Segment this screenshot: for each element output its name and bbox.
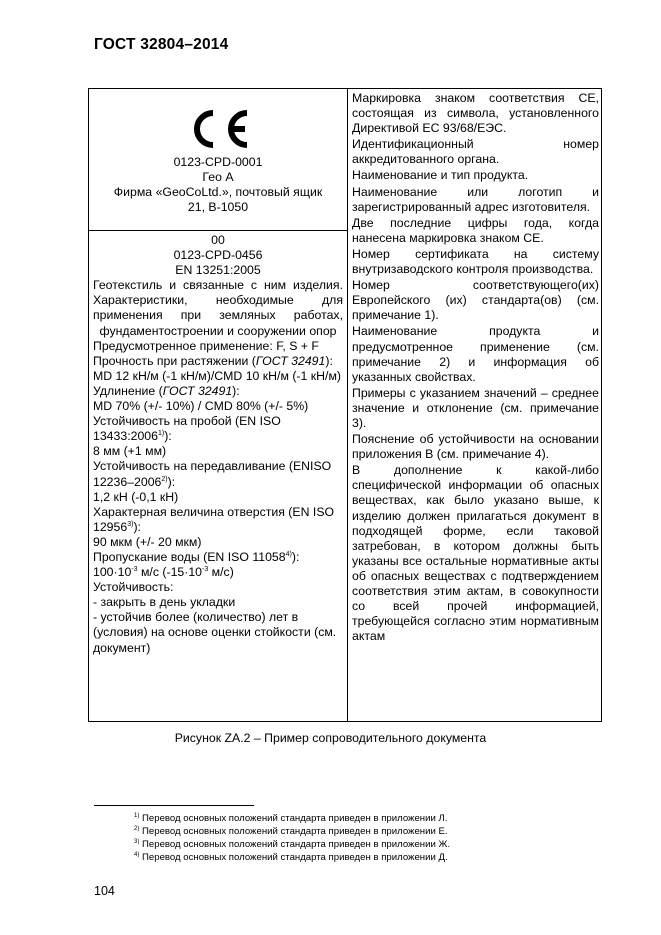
push-through-label: Устойчивость на передавливание (ENISO 12236–2006$^{2)}$): — [93, 459, 332, 489]
notified-body-number: 0123-CPD-0001 — [173, 155, 263, 169]
ce-logo-cell — [89, 89, 347, 230]
opening-size-label: Характерная величина отверстия (EN ISO 12956$^{3)}$): — [93, 504, 335, 534]
footnote: $^{1)}$ Перевод основных положений стандарта приведен в приложении Л. — [134, 812, 448, 824]
manufacturer-address: Фирма «GeoCoLtd.», почтовый ящик — [113, 185, 323, 199]
explanation-cell — [352, 91, 599, 645]
explanation-paragraph: Наименование или логотип и зарегистрированный адрес изготовителя. — [352, 184, 599, 214]
certificate-number: 0123-CPD-0456 — [173, 248, 263, 263]
explanation-paragraph: Примеры с указанием значений – среднее значение и отклонение (см. примечание 3). — [352, 385, 599, 430]
explanation-paragraph: Наименование продукта и предусмотренное применение (см. примечание 2) и информация об указанных свойствах. — [352, 324, 599, 384]
explanation-paragraph: Маркировка знаком соответствия СЕ, состоящая из символа, установленного Директивой ЕС 93/68/ЕЭС. — [352, 91, 599, 136]
opening-size-value: 90 мкм (+/- 20 мкм) — [93, 534, 202, 549]
year-code: 00 — [211, 233, 225, 247]
push-through-value: 1,2 кН (-0,1 кН) — [93, 489, 179, 504]
water-permeability-label: Пропускание воды (EN ISO 11058$^{4)}$): — [93, 549, 300, 564]
water-permeability-value: $100\cdot 10^{-3}$ м/с ($-15\cdot 10^{-3}$ м/с) — [93, 565, 234, 580]
puncture-label: Устойчивость на пробой (EN ISO 13433:2006$^{1)}$): — [93, 414, 281, 444]
figure-frame — [88, 88, 602, 722]
page-number: 104 — [94, 884, 115, 898]
intended-use: Предусмотренное применение: F, S + F — [93, 338, 319, 353]
ce-mark-icon — [183, 107, 253, 151]
puncture-value: 8 мм (+1 мм) — [93, 444, 167, 459]
footnote: $^{3)}$ Перевод основных положений стандарта приведен в приложении Ж. — [134, 838, 451, 850]
elongation-label: Удлинение (ГОСТ 32491): — [93, 383, 240, 398]
product-description: Геотекстиль и связанные с ним изделия. Характеристики, необходимые для применения при земляных работах, фундаментостроении и сооружении опор — [93, 278, 343, 338]
explanation-paragraph: Наименование и тип продукта. — [352, 168, 529, 183]
manufacturer-address-cont: 21, B-1050 — [187, 200, 249, 214]
elongation-value: MD 70% (+/- 10%) / CMD 80% (+/- 5%) — [93, 399, 309, 414]
explanation-paragraph: Две последние цифры года, когда нанесена маркировка знаком СЕ. — [352, 215, 599, 245]
tensile-strength-label: Прочность при растяжении (ГОСТ 32491): — [93, 353, 333, 368]
durability-item-2: - устойчив более (количество) лет в (условия) на основе оценки стойкости (см. документ) — [93, 610, 337, 655]
explanation-paragraph: Идентификационный номер аккредитованного органа. — [352, 137, 599, 167]
standard-number: EN 13251:2005 — [175, 263, 261, 278]
column-divider — [347, 89, 348, 721]
figure-caption: Рисунок ZA.2 – Пример сопроводительного документа — [174, 731, 487, 745]
tensile-strength-value: MD 12 кН/м (-1 кН/м)/CMD 10 кН/м (-1 кН/м) — [93, 368, 342, 383]
footnotes — [134, 812, 534, 864]
footnote: $^{2)}$ Перевод основных положений стандарта приведен в приложении Е. — [134, 825, 448, 837]
explanation-paragraph: Пояснение об устойчивости на основании приложения В (см. примечание 4). — [352, 432, 599, 462]
footnote: $^{4)}$ Перевод основных положений стандарта приведен в приложении Д. — [134, 851, 448, 863]
row-divider — [89, 230, 347, 231]
explanation-paragraph: Номер соответствующего(их) Европейского (их) стандарта(ов) (см. примечание 1). — [352, 278, 599, 323]
document-header: ГОСТ 32804–2014 — [94, 36, 229, 53]
footnote-separator — [94, 805, 254, 806]
explanation-paragraph: В дополнение к какой-либо специфической информации об опасных веществах, как было указано выше, к изделию должен прилагаться документ в подходящей форме, если таковой затребован, в котором должны быть указаны все остальные нормативные акты об опасных веществах с подтверждением соответствия этим актам, в совокупности со всей прочей информацией, требующейся согласно этим нормативным актам — [352, 463, 599, 644]
durability-item-1: - закрыть в день укладки — [93, 595, 236, 610]
durability-label: Устойчивость: — [93, 580, 174, 595]
explanation-paragraph: Номер сертификата на систему внутризаводского контроля производства. — [352, 246, 599, 277]
product-info-cell — [93, 233, 343, 656]
product-name: Гео А — [202, 170, 234, 184]
